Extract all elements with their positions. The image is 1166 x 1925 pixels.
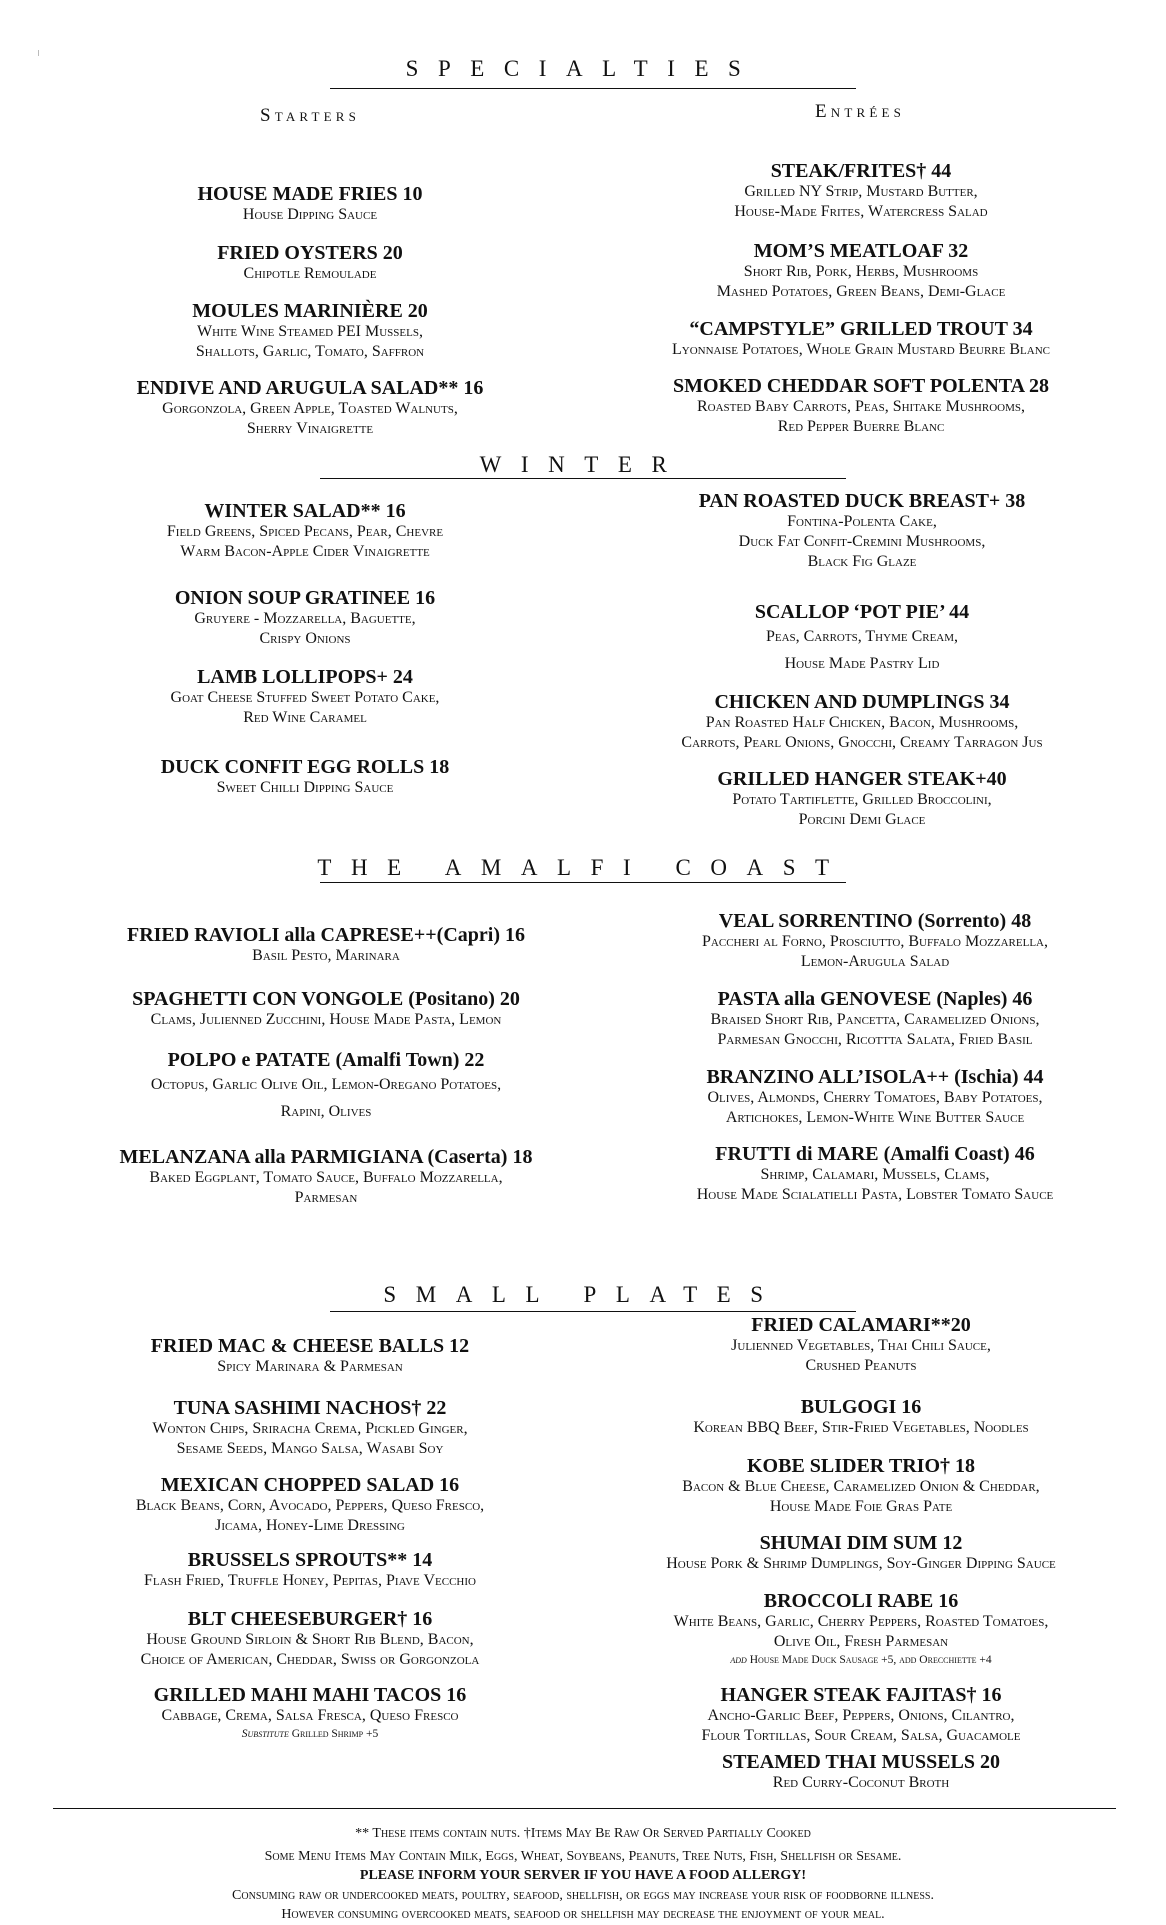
menu-item-description: House Made Pastry Lid [784, 655, 940, 672]
menu-item-description: Black Fig Glaze [807, 553, 917, 570]
menu-item-description: Basil Pesto, Marinara [252, 947, 400, 964]
menu-item-description: Goat Cheese Stuffed Sweet Potato Cake, [170, 689, 440, 706]
menu-item-name: SCALLOP ‘POT PIE’ 44 [754, 601, 970, 623]
menu-item-name: MEXICAN CHOPPED SALAD 16 [160, 1474, 460, 1496]
menu-item-description: Parmesan Gnocchi, Ricottta Salata, Fried Basil [717, 1031, 1033, 1048]
menu-item-description: Peas, Carrots, Thyme Cream, [765, 628, 959, 645]
amalfi-rule [320, 882, 846, 883]
menu-item-description: House Made Scialatielli Pasta, Lobster Tomato Sauce [696, 1186, 1054, 1203]
menu-item [10, 300, 610, 362]
menu-item [561, 160, 1161, 222]
menu-item-name: BRANZINO ALL’ISOLA++ (Ischia) 44 [706, 1066, 1044, 1088]
menu-item-name: KOBE SLIDER TRIO† 18 [746, 1455, 976, 1477]
menu-item-description: Red Curry-Coconut Broth [772, 1774, 950, 1791]
menu-item-description: Spicy Marinara & Parmesan [217, 1358, 403, 1375]
menu-item-name: HOUSE MADE FRIES 10 [197, 183, 423, 205]
winter-rule [320, 478, 846, 479]
menu-item-name: “CAMPSTYLE” GRILLED TROUT 34 [689, 318, 1033, 340]
menu-item [10, 1474, 610, 1536]
menu-item-description: Rapini, Olives [280, 1103, 372, 1120]
menu-item-description: House Dipping Sauce [242, 206, 378, 223]
menu-item [561, 1314, 1161, 1376]
small-plates-rule [330, 1311, 856, 1312]
menu-item-note [561, 1652, 1161, 1668]
menu-item-name: WINTER SALAD** 16 [204, 500, 406, 522]
menu-item-description: Sesame Seeds, Mango Salsa, Wasabi Soy [176, 1440, 444, 1457]
menu-item-name: FRIED OYSTERS 20 [217, 242, 403, 264]
menu-item [10, 1549, 610, 1591]
menu-item [10, 1684, 610, 1742]
menu-item [10, 242, 610, 284]
menu-item-description: Korean BBQ Beef, Stir-Fried Vegetables, Noodles [693, 1419, 1029, 1436]
footer-rule [53, 1808, 1116, 1809]
menu-item [26, 1146, 626, 1208]
menu-item [561, 1396, 1161, 1438]
menu-item-description: White Wine Steamed PEI Mussels, [197, 323, 423, 340]
menu-item-name: SHUMAI DIM SUM 12 [759, 1532, 963, 1554]
menu-item-description: Artichokes, Lemon-White Wine Butter Sauce [725, 1109, 1025, 1126]
menu-item [10, 1608, 610, 1670]
menu-item [10, 1397, 610, 1459]
menu-item-description: Crushed Peanuts [805, 1357, 917, 1374]
menu-item-name: PASTA alla GENOVESE (Naples) 46 [717, 988, 1033, 1010]
menu-item-note-prefix: Substitute [241, 1728, 289, 1740]
menu-item [562, 768, 1162, 830]
menu-item-name: SPAGHETTI CON VONGOLE (Positano) 20 [132, 988, 520, 1010]
menu-item-description: Flash Fried, Truffle Honey, Pepitas, Piave Vecchio [144, 1572, 476, 1589]
menu-item-name: DUCK CONFIT EGG ROLLS 18 [160, 756, 450, 778]
menu-item [575, 988, 1166, 1050]
menu-item-description: Wonton Chips, Sriracha Crema, Pickled Ginger, [152, 1420, 468, 1437]
menu-item-description: Parmesan [294, 1189, 358, 1206]
menu-item-name: BROCCOLI RABE 16 [763, 1590, 959, 1612]
menu-item [561, 1532, 1161, 1574]
menu-item-description: Black Beans, Corn, Avocado, Peppers, Queso Fresco, [135, 1497, 485, 1514]
menu-item-name: HANGER STEAK FAJITAS† 16 [720, 1684, 1002, 1706]
menu-item-description: Mashed Potatoes, Green Beans, Demi-Glace [716, 283, 1006, 300]
menu-item-name: STEAMED THAI MUSSELS 20 [721, 1751, 1001, 1773]
menu-item-description: Choice of American, Cheddar, Swiss or Gorgonzola [140, 1651, 480, 1668]
menu-item-name: MELANZANA alla PARMIGIANA (Caserta) 18 [119, 1146, 533, 1168]
menu-item [561, 1684, 1161, 1746]
menu-item-description: Bacon & Blue Cheese, Caramelized Onion & Cheddar, [682, 1478, 1040, 1495]
menu-item-name: FRUTTI di MARE (Amalfi Coast) 46 [715, 1143, 1035, 1165]
menu-item [575, 910, 1166, 972]
entrees-label: Entrées [815, 101, 905, 122]
menu-item-description: Olives, Almonds, Cherry Tomatoes, Baby Potatoes, [707, 1089, 1043, 1106]
menu-item [562, 601, 1162, 677]
menu-item [575, 1143, 1166, 1205]
menu-item-description: House-Made Frites, Watercress Salad [734, 203, 988, 220]
menu-item-description: Cabbage, Crema, Salsa Fresca, Queso Fresco [161, 1707, 459, 1724]
menu-item-description: Potato Tartiflette, Grilled Broccolini, [732, 791, 992, 808]
menu-item-name: POLPO e PATATE (Amalfi Town) 22 [167, 1049, 485, 1071]
menu-item-name: BRUSSELS SPROUTS** 14 [187, 1549, 433, 1571]
menu-item-note-prefix: add [730, 1654, 747, 1666]
menu-item-name: FRIED MAC & CHEESE BALLS 12 [150, 1335, 470, 1357]
menu-item-description: White Beans, Garlic, Cherry Peppers, Roasted Tomatoes, [673, 1613, 1049, 1630]
menu-item [10, 1335, 610, 1377]
menu-item [561, 1751, 1161, 1793]
menu-item-description: Grilled NY Strip, Mustard Butter, [744, 183, 978, 200]
menu-item-description: Lemon-Arugula Salad [800, 953, 950, 970]
menu-item-description: Ancho-Garlic Beef, Peppers, Onions, Cilantro, [707, 1707, 1015, 1724]
menu-item [561, 375, 1161, 437]
menu-item-description: Gruyere - Mozzarella, Baguette, [194, 610, 416, 627]
menu-item-name: ENDIVE AND ARUGULA SALAD** 16 [136, 377, 484, 399]
allergen-notice: Some Menu Items May Contain Milk, Eggs, Wheat, Soybeans, Peanuts, Tree Nuts, Fish, Shellfish or Sesame. [264, 1849, 902, 1864]
menu-item-name: MOM’S MEATLOAF 32 [753, 240, 969, 262]
menu-item-description: Red Pepper Buerre Blanc [777, 418, 945, 435]
menu-item-description: Porcini Demi Glace [798, 811, 926, 828]
menu-item-name: FRIED CALAMARI**20 [751, 1314, 971, 1336]
specialties-title: SPECIALTIES [405, 56, 761, 81]
menu-item [5, 587, 605, 649]
menu-item-note-text: House Made Duck Sausage +5, add Orecchiette +4 [746, 1654, 992, 1666]
menu-item [10, 377, 610, 439]
menu-item [5, 756, 605, 798]
menu-item-description: Clams, Julienned Zucchini, House Made Pasta, Lemon [150, 1011, 502, 1028]
menu-item [561, 318, 1161, 360]
menu-item-description: Warm Bacon-Apple Cider Vinaigrette [180, 543, 430, 560]
menu-item [575, 1066, 1166, 1128]
menu-item-description: Chipotle Remoulade [243, 265, 377, 282]
menu-item-description: House Ground Sirloin & Short Rib Blend, Bacon, [146, 1631, 474, 1648]
menu-item-description: Shrimp, Calamari, Mussels, Clams, [760, 1166, 990, 1183]
menu-item-description: Crispy Onions [259, 630, 351, 647]
menu-item [562, 490, 1162, 572]
menu-item-description: Braised Short Rib, Pancetta, Caramelized Onions, [710, 1011, 1040, 1028]
menu-item-description: Olive Oil, Fresh Parmesan [773, 1633, 949, 1650]
menu-item-note-text: Grilled Shrimp +5 [288, 1728, 379, 1740]
menu-item-description: Octopus, Garlic Olive Oil, Lemon-Oregano Potatoes, [150, 1076, 502, 1093]
menu-item-description: Pan Roasted Half Chicken, Bacon, Mushrooms, [705, 714, 1019, 731]
menu-item-description: Fontina-Polenta Cake, [787, 513, 937, 530]
menu-item-name: LAMB LOLLIPOPS+ 24 [197, 666, 413, 688]
menu-item-description: Baked Eggplant, Tomato Sauce, Buffalo Mozzarella, [149, 1169, 503, 1186]
menu-item-description: Jicama, Honey-Lime Dressing [215, 1517, 405, 1534]
menu-item-description: Carrots, Pearl Onions, Gnocchi, Creamy Tarragon Jus [681, 734, 1043, 751]
menu-item-description: Sherry Vinaigrette [246, 420, 374, 437]
menu-item-name: CHICKEN AND DUMPLINGS 34 [714, 691, 1010, 713]
allergy-warning: PLEASE INFORM YOUR SERVER IF YOU HAVE A FOOD ALLERGY! [359, 1868, 807, 1883]
menu-item-description: Gorgonzola, Green Apple, Toasted Walnuts, [162, 400, 458, 417]
menu-item-name: VEAL SORRENTINO (Sorrento) 48 [718, 910, 1032, 932]
starters-label: Starters [260, 105, 360, 126]
menu-item-description: Flour Tortillas, Sour Cream, Salsa, Guacamole [701, 1727, 1021, 1744]
small-plates-title: SMALL PLATES [383, 1282, 783, 1307]
menu-item-name: FRIED RAVIOLI alla CAPRESE++(Capri) 16 [126, 924, 526, 946]
menu-item-name: PAN ROASTED DUCK BREAST+ 38 [698, 490, 1026, 512]
winter-title: WINTER [479, 452, 687, 477]
menu-item-name: GRILLED MAHI MAHI TACOS 16 [153, 1684, 467, 1706]
menu-item [561, 240, 1161, 302]
menu-item-description: Field Greens, Spiced Pecans, Pear, Chevre [166, 523, 444, 540]
menu-item-description: Paccheri al Forno, Prosciutto, Buffalo Mozzarella, [702, 933, 1048, 950]
menu-item-name: SMOKED CHEDDAR SOFT POLENTA 28 [673, 375, 1049, 397]
overcooked-note: However consuming overcooked meats, seafood or shellfish may decrease the enjoyment of your meal. [281, 1907, 885, 1922]
specialties-rule [330, 88, 856, 89]
menu-item-name: MOULES MARINIÈRE 20 [192, 300, 428, 322]
menu-item [5, 666, 605, 728]
menu-item [562, 691, 1162, 753]
menu-item-name: STEAK/FRITES† 44 [770, 160, 952, 182]
menu-item [561, 1590, 1161, 1668]
amalfi-title: THE AMALFI COAST [317, 855, 849, 880]
menu-item-description: Red Wine Caramel [243, 709, 367, 726]
menu-item-name: BULGOGI 16 [800, 1396, 922, 1418]
menu-item-description: Roasted Baby Carrots, Peas, Shitake Mushrooms, [696, 398, 1025, 415]
menu-item-description: House Made Foie Gras Pate [769, 1498, 953, 1515]
menu-item [10, 183, 610, 225]
menu-item-description: Sweet Chilli Dipping Sauce [216, 779, 394, 796]
raw-food-warning: Consuming raw or undercooked meats, poultry, seafood, shellfish, or eggs may increase your risk of foodborne illness. [232, 1888, 934, 1903]
nuts-raw-notice: ** These items contain nuts. †Items May Be Raw Or Served Partially Cooked [355, 1826, 811, 1841]
menu-item-name: GRILLED HANGER STEAK+40 [717, 768, 1007, 790]
menu-item-name: TUNA SASHIMI NACHOS† 22 [173, 1397, 447, 1419]
menu-item-note [10, 1726, 610, 1742]
menu-item-name: BLT CHEESEBURGER† 16 [187, 1608, 433, 1630]
menu-item-description: Short Rib, Pork, Herbs, Mushrooms [743, 263, 979, 280]
menu-item-description: Duck Fat Confit-Cremini Mushrooms, [738, 533, 986, 550]
menu-item [561, 1455, 1161, 1517]
menu-item-description: House Pork & Shrimp Dumplings, Soy-Ginger Dipping Sauce [666, 1555, 1056, 1572]
menu-item-name: ONION SOUP GRATINEE 16 [174, 587, 436, 609]
menu-item-description: Lyonnaise Potatoes, Whole Grain Mustard Beurre Blanc [672, 341, 1050, 358]
menu-item [26, 1049, 626, 1125]
menu-item-description: Julienned Vegetables, Thai Chili Sauce, [731, 1337, 991, 1354]
menu-item [26, 924, 626, 966]
menu-item [26, 988, 626, 1030]
menu-item-description: Shallots, Garlic, Tomato, Saffron [195, 343, 425, 360]
menu-item [5, 500, 605, 562]
